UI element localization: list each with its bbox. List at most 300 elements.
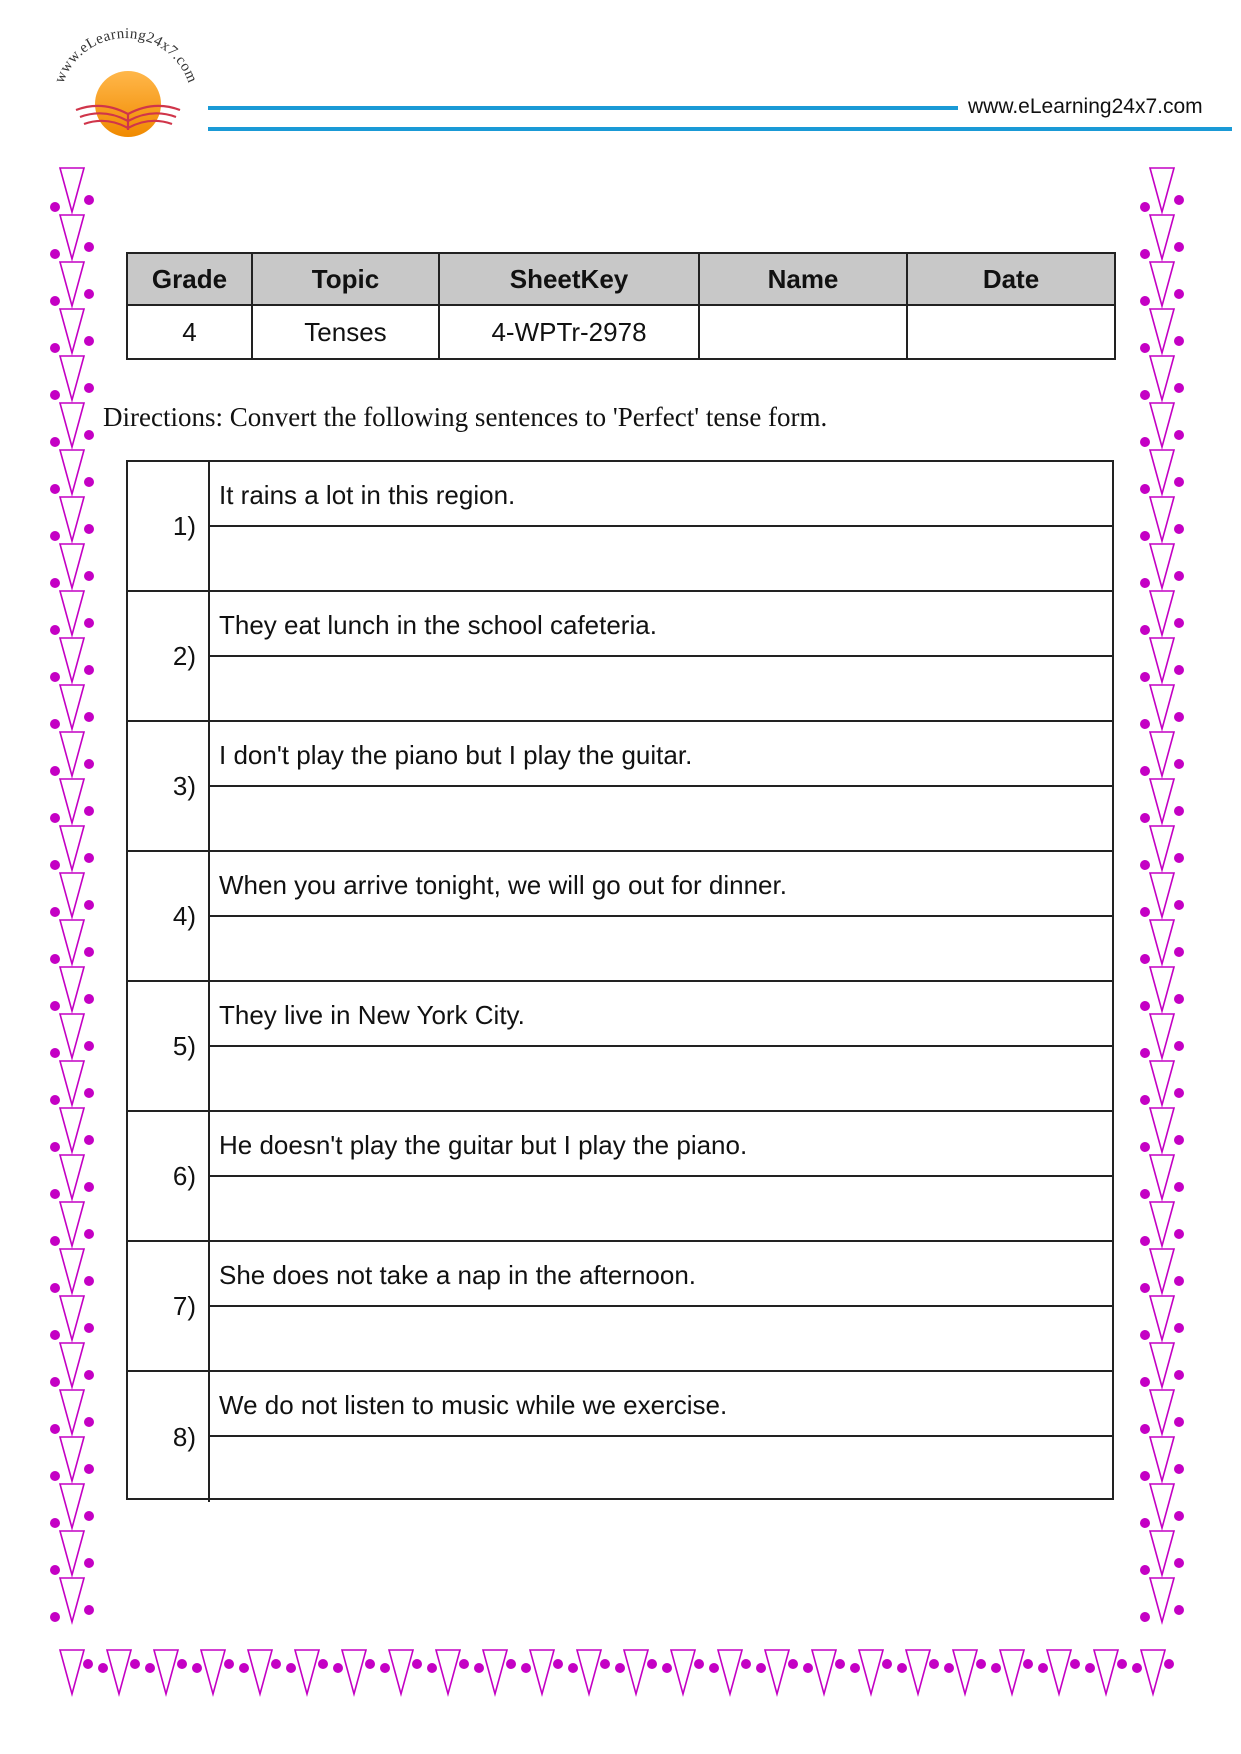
border-triangle xyxy=(1150,920,1174,964)
border-dot xyxy=(1140,202,1150,212)
border-triangle xyxy=(60,356,84,400)
border-dot xyxy=(1140,249,1150,259)
border-dot xyxy=(1174,1417,1184,1427)
border-dot xyxy=(1174,1370,1184,1380)
grade-value: 4 xyxy=(127,305,252,359)
border-dot xyxy=(130,1659,140,1669)
border-dot xyxy=(600,1659,610,1669)
border-triangle xyxy=(1150,497,1174,541)
border-dot xyxy=(1023,1659,1033,1669)
border-triangle xyxy=(1150,732,1174,776)
border-dot xyxy=(506,1659,516,1669)
border-dot xyxy=(286,1663,296,1673)
border-dot xyxy=(1140,1330,1150,1340)
border-dot xyxy=(1140,1424,1150,1434)
border-dot xyxy=(1140,813,1150,823)
border-dot xyxy=(1174,853,1184,863)
answer-space[interactable] xyxy=(210,657,1112,720)
border-triangle xyxy=(60,591,84,635)
name-field[interactable] xyxy=(699,305,907,359)
topic-header: Topic xyxy=(252,253,439,305)
border-dot xyxy=(84,1605,94,1615)
border-dot xyxy=(50,1518,60,1528)
border-triangle xyxy=(60,1390,84,1434)
border-triangle xyxy=(342,1650,366,1694)
border-triangle xyxy=(107,1650,131,1694)
border-triangle xyxy=(60,1296,84,1340)
border-dot xyxy=(1174,477,1184,487)
answer-space[interactable] xyxy=(210,787,1112,850)
border-triangle xyxy=(1150,1531,1174,1575)
border-triangle xyxy=(1150,1014,1174,1058)
border-triangle xyxy=(1150,168,1174,212)
border-dot xyxy=(50,1330,60,1340)
border-dot xyxy=(84,947,94,957)
border-triangle xyxy=(859,1650,883,1694)
border-dot xyxy=(1140,1377,1150,1387)
border-triangle xyxy=(60,920,84,964)
border-dot xyxy=(1164,1659,1174,1669)
border-dot xyxy=(991,1663,1001,1673)
border-dot xyxy=(145,1663,155,1673)
question-text: They live in New York City. xyxy=(210,982,1112,1047)
question-text: It rains a lot in this region. xyxy=(210,462,1112,527)
border-dot xyxy=(1140,390,1150,400)
border-dot xyxy=(365,1659,375,1669)
border-dot xyxy=(615,1663,625,1673)
question-number: 8) xyxy=(128,1372,210,1502)
border-triangle xyxy=(1150,638,1174,682)
border-dot xyxy=(271,1659,281,1669)
info-value-row xyxy=(127,305,1115,359)
question-text: He doesn't play the guitar but I play the piano. xyxy=(210,1112,1112,1177)
border-dot xyxy=(882,1659,892,1669)
border-dot xyxy=(84,1323,94,1333)
border-triangle xyxy=(60,732,84,776)
question-text: They eat lunch in the school cafeteria. xyxy=(210,592,1112,657)
border-dot xyxy=(1140,1189,1150,1199)
border-triangle xyxy=(718,1650,742,1694)
border-triangle xyxy=(530,1650,554,1694)
border-triangle xyxy=(60,1437,84,1481)
border-dot xyxy=(1174,242,1184,252)
border-triangle xyxy=(60,1108,84,1152)
border-dot xyxy=(84,336,94,346)
border-dot xyxy=(553,1659,563,1669)
question-number: 7) xyxy=(128,1242,210,1370)
border-dot xyxy=(1174,1276,1184,1286)
border-triangle xyxy=(483,1650,507,1694)
border-dot xyxy=(1174,430,1184,440)
questions-table xyxy=(126,460,1114,1500)
border-dot xyxy=(1070,1659,1080,1669)
border-dot xyxy=(1174,1041,1184,1051)
border-dot xyxy=(224,1659,234,1669)
border-dot xyxy=(1174,1135,1184,1145)
border-dot xyxy=(50,1377,60,1387)
border-triangle xyxy=(60,1014,84,1058)
border-dot xyxy=(1140,437,1150,447)
border-dot xyxy=(84,1135,94,1145)
border-dot xyxy=(459,1659,469,1669)
border-triangle xyxy=(1150,1390,1174,1434)
header-url: www.eLearning24x7.com xyxy=(968,95,1203,118)
border-triangle xyxy=(1150,544,1174,588)
border-dot xyxy=(84,1182,94,1192)
border-dot xyxy=(1140,1283,1150,1293)
border-triangle xyxy=(671,1650,695,1694)
border-dot xyxy=(50,484,60,494)
date-field[interactable] xyxy=(907,305,1115,359)
border-triangle xyxy=(295,1650,319,1694)
border-dot xyxy=(98,1663,108,1673)
border-dot xyxy=(1140,296,1150,306)
border-dot xyxy=(50,249,60,259)
date-header: Date xyxy=(907,253,1115,305)
border-dot xyxy=(333,1663,343,1673)
border-triangle xyxy=(436,1650,460,1694)
border-dot xyxy=(1140,578,1150,588)
border-triangle xyxy=(1150,1202,1174,1246)
border-triangle xyxy=(765,1650,789,1694)
border-triangle xyxy=(1150,356,1174,400)
question-text: We do not listen to music while we exercise. xyxy=(210,1372,1112,1437)
border-triangle xyxy=(1150,967,1174,1011)
border-triangle xyxy=(1150,1343,1174,1387)
border-dot xyxy=(84,1464,94,1474)
question-number: 5) xyxy=(128,982,210,1110)
border-dot xyxy=(944,1663,954,1673)
border-dot xyxy=(318,1659,328,1669)
border-triangle xyxy=(1150,215,1174,259)
question-row xyxy=(128,982,1112,1112)
border-dot xyxy=(1140,954,1150,964)
border-dot xyxy=(50,766,60,776)
border-triangle xyxy=(1094,1650,1118,1694)
border-dot xyxy=(84,430,94,440)
border-dot xyxy=(1140,1001,1150,1011)
border-dot xyxy=(84,994,94,1004)
border-dot xyxy=(1174,618,1184,628)
border-triangle xyxy=(60,1155,84,1199)
border-dot xyxy=(380,1663,390,1673)
border-triangle xyxy=(1150,1578,1174,1622)
border-triangle xyxy=(1150,309,1174,353)
border-dot xyxy=(50,531,60,541)
border-triangle xyxy=(60,1202,84,1246)
border-triangle xyxy=(624,1650,648,1694)
answer-space[interactable] xyxy=(210,1307,1112,1370)
answer-space[interactable] xyxy=(210,527,1112,590)
border-dot xyxy=(1174,1323,1184,1333)
border-dot xyxy=(84,524,94,534)
border-dot xyxy=(1174,524,1184,534)
border-dot xyxy=(1140,766,1150,776)
question-text: When you arrive tonight, we will go out for dinner. xyxy=(210,852,1112,917)
border-dot xyxy=(50,1189,60,1199)
border-dot xyxy=(1174,289,1184,299)
border-triangle xyxy=(60,215,84,259)
border-dot xyxy=(1174,665,1184,675)
border-dot xyxy=(1174,1182,1184,1192)
border-dot xyxy=(897,1663,907,1673)
question-number: 1) xyxy=(128,462,210,590)
directions-text: Directions: Convert the following sentences to 'Perfect' tense form. xyxy=(103,402,828,432)
border-triangle xyxy=(248,1650,272,1694)
border-triangle xyxy=(1047,1650,1071,1694)
border-dot xyxy=(741,1659,751,1669)
info-header-row xyxy=(127,253,1115,305)
border-dot xyxy=(50,1565,60,1575)
border-dot xyxy=(50,296,60,306)
border-dot xyxy=(50,1612,60,1622)
border-dot xyxy=(1174,571,1184,581)
border-dot xyxy=(84,1229,94,1239)
border-dot xyxy=(709,1663,719,1673)
sheetkey-header: SheetKey xyxy=(439,253,699,305)
border-dot xyxy=(1140,719,1150,729)
border-triangle xyxy=(60,685,84,729)
question-number: 3) xyxy=(128,722,210,850)
border-triangle xyxy=(812,1650,836,1694)
border-triangle xyxy=(1141,1650,1165,1694)
border-dot xyxy=(1140,1471,1150,1481)
border-dot xyxy=(568,1663,578,1673)
svg-text:www.eLearning24x7.com: www.eLearning24x7.com xyxy=(51,25,201,86)
border-dot xyxy=(662,1663,672,1673)
border-triangle xyxy=(1150,873,1174,917)
border-dot xyxy=(50,1001,60,1011)
border-dot xyxy=(84,477,94,487)
border-dot xyxy=(1174,1229,1184,1239)
border-triangle xyxy=(1150,1296,1174,1340)
border-dot xyxy=(412,1659,422,1669)
border-dot xyxy=(1174,1558,1184,1568)
border-dot xyxy=(1140,1142,1150,1152)
question-row xyxy=(128,1242,1112,1372)
border-dot xyxy=(1140,1565,1150,1575)
border-dot xyxy=(1174,994,1184,1004)
border-dot xyxy=(1174,712,1184,722)
border-triangle xyxy=(1150,262,1174,306)
border-dot xyxy=(50,1471,60,1481)
border-dot xyxy=(84,1370,94,1380)
border-dot xyxy=(1174,336,1184,346)
border-dot xyxy=(1140,531,1150,541)
answer-space[interactable] xyxy=(210,1047,1112,1110)
border-triangle xyxy=(1150,1484,1174,1528)
border-triangle xyxy=(154,1650,178,1694)
border-dot xyxy=(1140,484,1150,494)
border-triangle xyxy=(60,1650,84,1694)
border-dot xyxy=(1174,1464,1184,1474)
border-dot xyxy=(427,1663,437,1673)
sheetkey-value: 4-WPTr-2978 xyxy=(439,305,699,359)
border-dot xyxy=(1174,195,1184,205)
border-dot xyxy=(50,907,60,917)
answer-space[interactable] xyxy=(210,1177,1112,1240)
border-triangle xyxy=(60,826,84,870)
border-triangle xyxy=(60,638,84,682)
border-dot xyxy=(50,1283,60,1293)
border-triangle xyxy=(1150,450,1174,494)
border-triangle xyxy=(60,403,84,447)
grade-header: Grade xyxy=(127,253,252,305)
border-dot xyxy=(1038,1663,1048,1673)
border-triangle xyxy=(201,1650,225,1694)
border-dot xyxy=(50,437,60,447)
border-dot xyxy=(84,289,94,299)
border-triangle xyxy=(60,544,84,588)
border-dot xyxy=(929,1659,939,1669)
border-dot xyxy=(84,242,94,252)
border-dot xyxy=(50,860,60,870)
border-dot xyxy=(84,195,94,205)
answer-space[interactable] xyxy=(210,917,1112,980)
border-dot xyxy=(1117,1659,1127,1669)
border-dot xyxy=(50,813,60,823)
border-triangle xyxy=(60,1531,84,1575)
border-dot xyxy=(1140,1236,1150,1246)
border-triangle xyxy=(1150,1108,1174,1152)
question-row xyxy=(128,592,1112,722)
border-dot xyxy=(50,1236,60,1246)
border-dot xyxy=(239,1663,249,1673)
border-dot xyxy=(1140,1612,1150,1622)
border-dot xyxy=(84,712,94,722)
question-row xyxy=(128,462,1112,592)
border-dot xyxy=(1132,1663,1142,1673)
border-dot xyxy=(50,202,60,212)
border-dot xyxy=(976,1659,986,1669)
border-dot xyxy=(50,1142,60,1152)
border-triangle xyxy=(60,450,84,494)
border-triangle xyxy=(389,1650,413,1694)
question-number: 6) xyxy=(128,1112,210,1240)
question-row xyxy=(128,722,1112,852)
border-triangle xyxy=(1150,1437,1174,1481)
border-dot xyxy=(1085,1663,1095,1673)
question-number: 4) xyxy=(128,852,210,980)
border-dot xyxy=(850,1663,860,1673)
border-triangle xyxy=(60,1343,84,1387)
border-dot xyxy=(1174,759,1184,769)
question-row xyxy=(128,1112,1112,1242)
border-triangle xyxy=(906,1650,930,1694)
answer-space[interactable] xyxy=(210,1437,1112,1502)
question-row xyxy=(128,852,1112,982)
border-dot xyxy=(788,1659,798,1669)
border-dot xyxy=(803,1663,813,1673)
border-dot xyxy=(1174,947,1184,957)
info-table xyxy=(126,252,1116,360)
border-triangle xyxy=(60,309,84,353)
border-dot xyxy=(50,1424,60,1434)
border-triangle xyxy=(577,1650,601,1694)
border-dot xyxy=(694,1659,704,1669)
border-dot xyxy=(50,1095,60,1105)
question-row xyxy=(128,1372,1112,1502)
border-triangle xyxy=(1150,1155,1174,1199)
border-dot xyxy=(83,1659,93,1669)
border-dot xyxy=(50,343,60,353)
border-dot xyxy=(50,954,60,964)
question-text: I don't play the piano but I play the guitar. xyxy=(210,722,1112,787)
border-dot xyxy=(84,383,94,393)
border-dot xyxy=(1140,1048,1150,1058)
border-dot xyxy=(84,665,94,675)
border-triangle xyxy=(953,1650,977,1694)
border-dot xyxy=(84,759,94,769)
border-triangle xyxy=(60,262,84,306)
border-dot xyxy=(756,1663,766,1673)
border-dot xyxy=(50,672,60,682)
border-dot xyxy=(1174,1511,1184,1521)
question-text: She does not take a nap in the afternoon. xyxy=(210,1242,1112,1307)
border-triangle xyxy=(60,168,84,212)
border-triangle xyxy=(1150,779,1174,823)
border-triangle xyxy=(1150,591,1174,635)
border-dot xyxy=(1174,806,1184,816)
border-triangle xyxy=(60,1061,84,1105)
border-triangle xyxy=(60,1578,84,1622)
border-dot xyxy=(50,578,60,588)
border-triangle xyxy=(60,1249,84,1293)
border-dot xyxy=(84,1041,94,1051)
border-triangle xyxy=(60,497,84,541)
border-dot xyxy=(647,1659,657,1669)
border-dot xyxy=(1174,900,1184,910)
border-dot xyxy=(50,1048,60,1058)
border-triangle xyxy=(1150,1061,1174,1105)
border-triangle xyxy=(60,1484,84,1528)
border-dot xyxy=(177,1659,187,1669)
border-dot xyxy=(1140,1095,1150,1105)
topic-value: Tenses xyxy=(252,305,439,359)
border-dot xyxy=(1140,907,1150,917)
border-dot xyxy=(521,1663,531,1673)
border-dot xyxy=(192,1663,202,1673)
border-triangle xyxy=(60,873,84,917)
border-dot xyxy=(474,1663,484,1673)
name-header: Name xyxy=(699,253,907,305)
border-dot xyxy=(1140,1518,1150,1528)
border-dot xyxy=(50,625,60,635)
border-dot xyxy=(84,1088,94,1098)
border-dot xyxy=(84,806,94,816)
question-number: 2) xyxy=(128,592,210,720)
border-dot xyxy=(84,1511,94,1521)
border-dot xyxy=(50,719,60,729)
border-triangle xyxy=(1150,826,1174,870)
border-triangle xyxy=(1000,1650,1024,1694)
border-dot xyxy=(84,618,94,628)
border-dot xyxy=(84,1276,94,1286)
border-dot xyxy=(1140,625,1150,635)
border-triangle xyxy=(1150,685,1174,729)
border-triangle xyxy=(60,967,84,1011)
border-dot xyxy=(84,900,94,910)
border-dot xyxy=(84,571,94,581)
border-dot xyxy=(1140,343,1150,353)
border-dot xyxy=(1174,1088,1184,1098)
border-dot xyxy=(1140,860,1150,870)
border-dot xyxy=(84,1417,94,1427)
border-triangle xyxy=(60,779,84,823)
border-dot xyxy=(1174,383,1184,393)
border-dot xyxy=(1140,672,1150,682)
border-dot xyxy=(84,853,94,863)
